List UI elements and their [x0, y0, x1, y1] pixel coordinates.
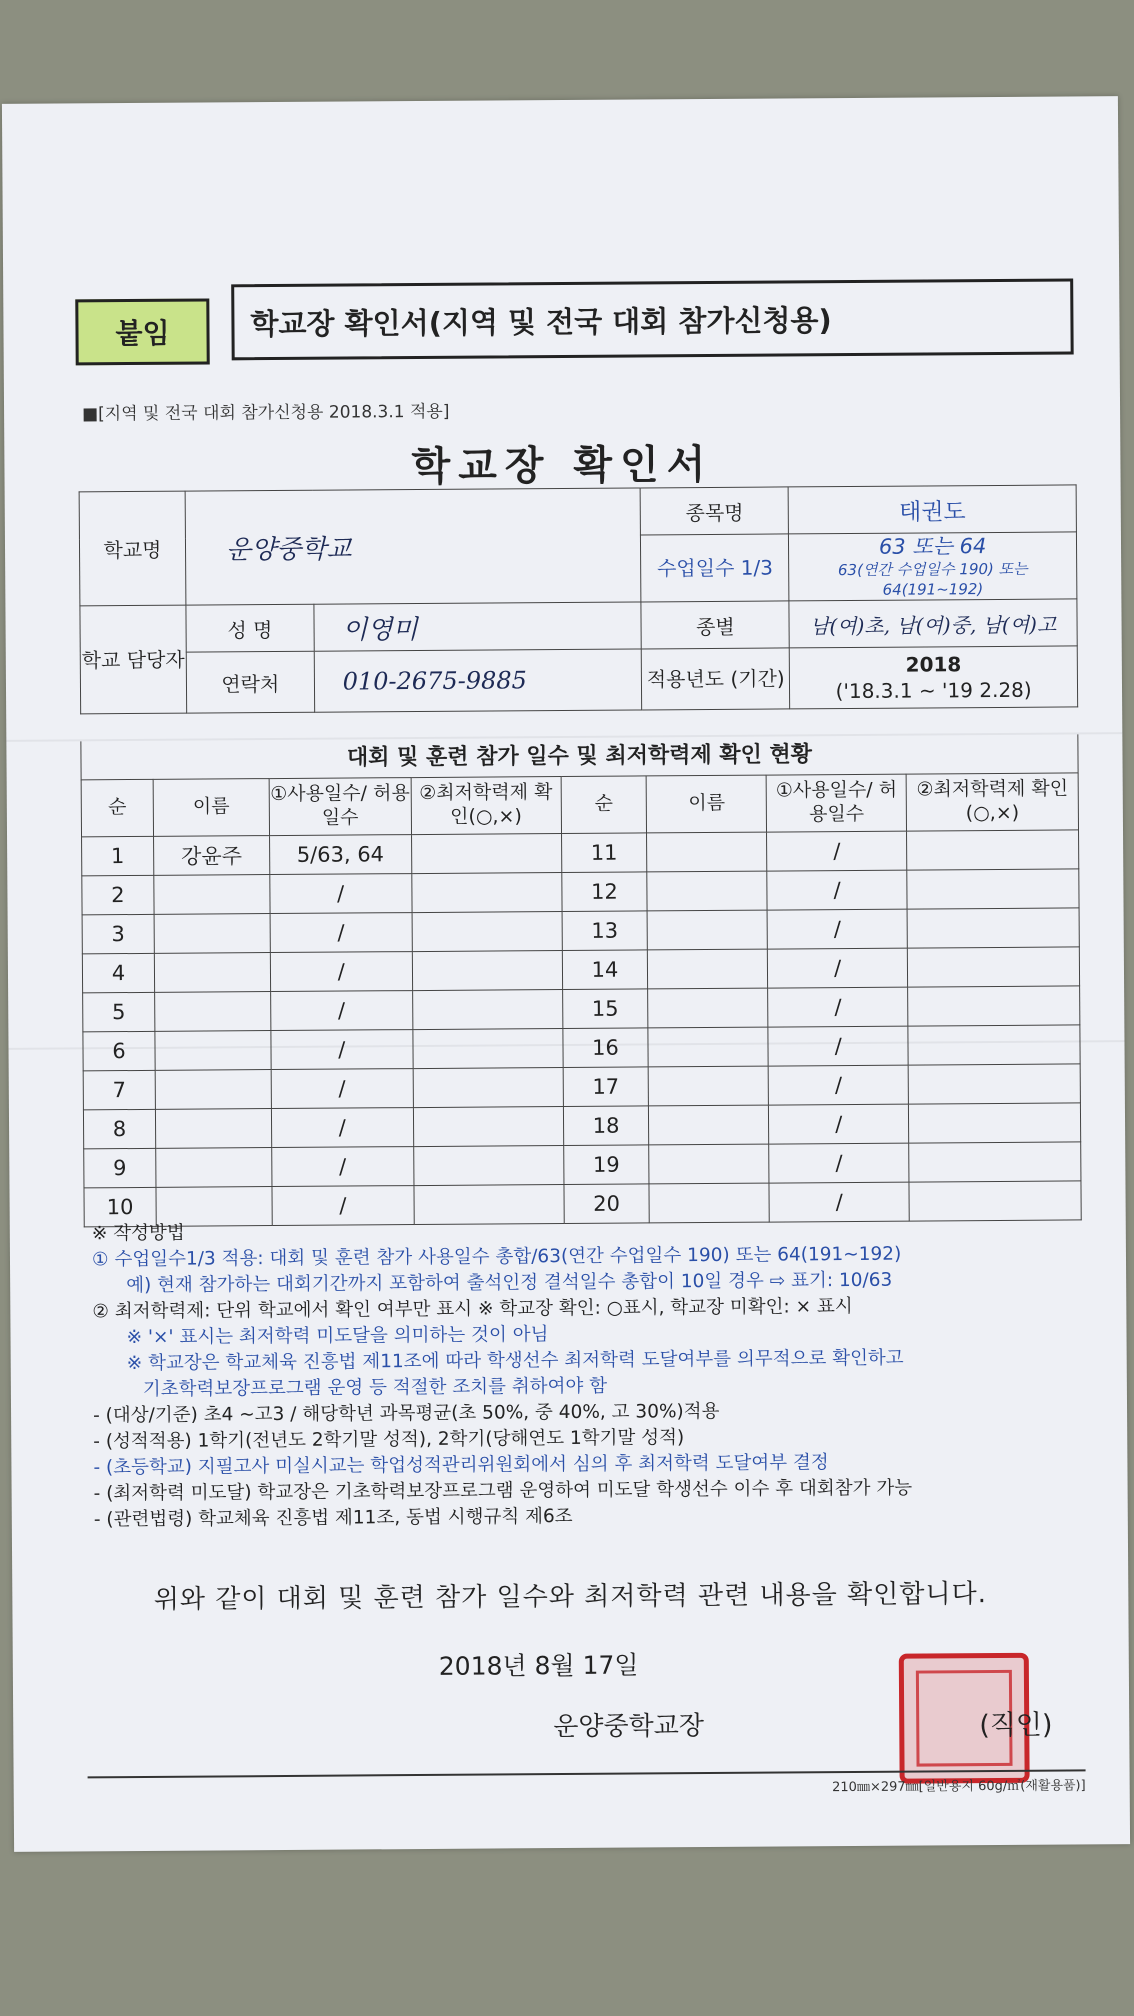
- note-1a: ① 수업일수1/3 적용: 대회 및 훈련 참가 사용일수 총합/63(연간 수업일수 190) 또는 64(191~192): [91, 1243, 902, 1271]
- participation-table: [81, 772, 1082, 1227]
- cell-days: /: [769, 1182, 909, 1222]
- applicability-note: ■[지역 및 전국 대회 참가신청용 2018.3.1 적용]: [82, 401, 450, 425]
- header-name: 이름: [153, 779, 269, 837]
- cell-name: [648, 1027, 768, 1067]
- cell-days: /: [769, 1143, 909, 1183]
- cell-name: [156, 1148, 272, 1188]
- cell-check: [909, 1103, 1081, 1143]
- cell-check: [413, 1068, 563, 1108]
- confirmation-statement: 위와 같이 대회 및 훈련 참가 일수와 최저학력 관련 내용을 확인합니다.: [153, 1579, 988, 1615]
- note-2a: ② 최저학력제: 단위 학교에서 확인 여부만 표시 ※ 학교장 확인: ○표시, 학교장 미확인: × 표시: [92, 1296, 853, 1323]
- cell-no: 15: [562, 989, 648, 1029]
- cell-no: 4: [82, 953, 154, 993]
- header-days: ①사용일수/ 허용일수: [269, 778, 411, 836]
- cell-no: 12: [561, 872, 647, 912]
- teacher-label: 학교 담당자: [80, 605, 187, 714]
- sport-value: 태권도: [788, 485, 1076, 534]
- contact-label: 연락처: [186, 652, 314, 714]
- cell-days: /: [768, 987, 908, 1027]
- year-label: 적용년도 (기간): [642, 648, 790, 710]
- cell-check: [907, 947, 1079, 987]
- cell-no: 9: [84, 1148, 156, 1188]
- cell-check: [411, 873, 561, 913]
- cell-check: [411, 834, 561, 874]
- cell-check: [412, 951, 562, 991]
- note-2c: ※ 학교장은 학교체육 진흥법 제11조에 따라 학생선수 최저학력 도달여부를 의무적으로 확인하고: [126, 1347, 904, 1375]
- cell-name: [154, 914, 270, 954]
- paper-size-note: 210㎜×297㎜[일반용지 60g/㎡(재활용품)]: [832, 1778, 1086, 1796]
- cell-name: [649, 1105, 769, 1145]
- note-1b: 예) 현재 참가하는 대회기간까지 포함하여 출석인정 결석일수 총합이 10일 경우 ⇨ 표기: 10/63: [126, 1269, 893, 1297]
- class-days-note: 63(연간 수업일수 190) 또는 64(191~192): [837, 560, 1028, 599]
- cell-days: /: [767, 870, 907, 910]
- cell-name: [154, 875, 270, 915]
- name-value: 이영미: [314, 602, 642, 651]
- name-label: 성 명: [186, 605, 314, 653]
- cell-check: [907, 908, 1079, 948]
- detail-3: - (초등학교) 지필고사 미실시교는 학업성적관리위원회에서 심의 후 최저학력 도달여부 결정: [93, 1452, 829, 1479]
- instructions: [92, 1214, 1074, 1533]
- cell-check: [908, 986, 1080, 1026]
- cell-name: [155, 1070, 271, 1110]
- detail-2: - (성적적용) 1학기(전년도 2학기말 성적), 2학기(당해연도 1학기말 성적): [93, 1427, 685, 1453]
- cell-no: 7: [83, 1070, 155, 1110]
- cell-name: [648, 949, 768, 989]
- cell-no: 14: [562, 950, 648, 990]
- cell-check: [413, 1146, 563, 1186]
- cell-check: [412, 990, 562, 1030]
- seal-label: (직인): [979, 1709, 1053, 1742]
- cell-check: [909, 1142, 1081, 1182]
- cell-days: /: [270, 913, 412, 953]
- cell-days: /: [767, 831, 907, 871]
- principal-title: 운양중학교장: [553, 1711, 705, 1743]
- header-no: 순: [561, 776, 647, 834]
- header-days: ①사용일수/ 허용일수: [766, 774, 906, 832]
- cell-no: 16: [562, 1028, 648, 1068]
- cell-name: [649, 1144, 769, 1184]
- detail-5: - (관련법령) 학교체육 진흥법 제11조, 동법 시행규칙 제6조: [93, 1505, 573, 1531]
- attachment-label: 붙임: [75, 298, 209, 365]
- header-check: ②최저학력제 확인(○,×): [411, 777, 561, 835]
- class-days-label: 수업일수 1/3: [641, 534, 789, 602]
- cell-name: [155, 992, 271, 1032]
- cell-days: /: [768, 948, 908, 988]
- cell-name: [647, 910, 767, 950]
- cell-name: [155, 1109, 271, 1149]
- cell-no: 6: [83, 1031, 155, 1071]
- cell-no: 20: [564, 1184, 650, 1224]
- cell-name: [648, 988, 768, 1028]
- cell-days: /: [270, 952, 412, 992]
- cell-days: /: [272, 1186, 414, 1226]
- document-paper: [2, 96, 1130, 1852]
- note-2d: 기초학력보장프로그램 운영 등 적절한 조치를 취하여야 함: [142, 1375, 608, 1400]
- cell-days: /: [270, 874, 412, 914]
- cell-days: /: [272, 1147, 414, 1187]
- cell-days: /: [270, 991, 412, 1031]
- cell-no: 11: [561, 833, 647, 873]
- cell-no: 1: [82, 836, 154, 876]
- header-title: 학교장 확인서(지역 및 전국 대회 참가신청용): [231, 278, 1074, 360]
- document-title: 학교장 확인서: [411, 441, 714, 491]
- year-cell: [789, 646, 1077, 709]
- notes-heading: ※ 작성방법: [91, 1222, 185, 1245]
- signature-date: 2018년 8월 17일: [438, 1650, 639, 1681]
- cell-days: 5/63, 64: [269, 835, 411, 875]
- cell-no: 13: [562, 911, 648, 951]
- section-title: 대회 및 훈련 참가 일수 및 최저학력제 확인 현황: [80, 734, 1078, 779]
- header-check: ②최저학력제 확인(○,×): [906, 773, 1078, 831]
- cell-days: /: [768, 1065, 908, 1105]
- cell-check: [413, 1029, 563, 1069]
- detail-1: - (대상/기준) 초4 ~고3 / 해당학년 과목평균(초 50%, 중 40%, 고 30%)적용: [92, 1400, 720, 1427]
- year-value: 2018: [905, 652, 962, 677]
- table-body: [82, 830, 1082, 1227]
- cell-check: [907, 869, 1079, 909]
- table-header-row: [81, 773, 1078, 837]
- cell-name: [649, 1066, 769, 1106]
- cell-no: 5: [83, 992, 155, 1032]
- period-value: ('18.3.1 ~ '19 2.28): [835, 678, 1032, 704]
- detail-4: - (최저학력 미도달) 학교장은 기초학력보장프로그램 운영하여 미도달 학생선수 이수 후 대회참가 가능: [93, 1477, 913, 1505]
- cell-days: /: [767, 909, 907, 949]
- cell-name: [154, 953, 270, 993]
- cell-no: 17: [563, 1067, 649, 1107]
- cell-no: 18: [563, 1106, 649, 1146]
- info-table: [79, 484, 1079, 714]
- cell-check: [412, 912, 562, 952]
- cell-days: /: [271, 1069, 413, 1109]
- cell-name: [647, 871, 767, 911]
- header-no: 순: [81, 779, 153, 837]
- cell-no: 19: [563, 1145, 649, 1185]
- cell-no: 3: [82, 914, 154, 954]
- cell-check: [413, 1107, 563, 1147]
- cell-days: /: [271, 1108, 413, 1148]
- cell-name: [647, 832, 767, 872]
- cell-check: [907, 830, 1079, 870]
- category-label: 종별: [641, 601, 789, 649]
- cell-no: 2: [82, 875, 154, 915]
- class-days-value: 63 또는 64: [878, 534, 987, 559]
- cell-check: [908, 1025, 1080, 1065]
- cell-days: /: [769, 1104, 909, 1144]
- cell-no: 10: [84, 1187, 156, 1227]
- class-days-cell: [789, 532, 1077, 601]
- cell-no: 8: [83, 1109, 155, 1149]
- category-value: 남(여)초, 남(여)중, 남(여)고: [789, 599, 1077, 648]
- cell-check: [908, 1064, 1080, 1104]
- school-label: 학교명: [79, 491, 186, 606]
- cell-name: [155, 1031, 271, 1071]
- header-name: 이름: [647, 775, 767, 833]
- sport-label: 종목명: [640, 487, 788, 535]
- school-value: 운양중학교: [185, 488, 641, 605]
- note-2b: ※ '×' 표시는 최저학력 미도달을 의미하는 것이 아님: [126, 1324, 549, 1349]
- cell-days: /: [271, 1030, 413, 1070]
- contact-value: 010-2675-9885: [314, 649, 642, 712]
- cell-name: 강윤주: [153, 836, 269, 876]
- cell-days: /: [768, 1026, 908, 1066]
